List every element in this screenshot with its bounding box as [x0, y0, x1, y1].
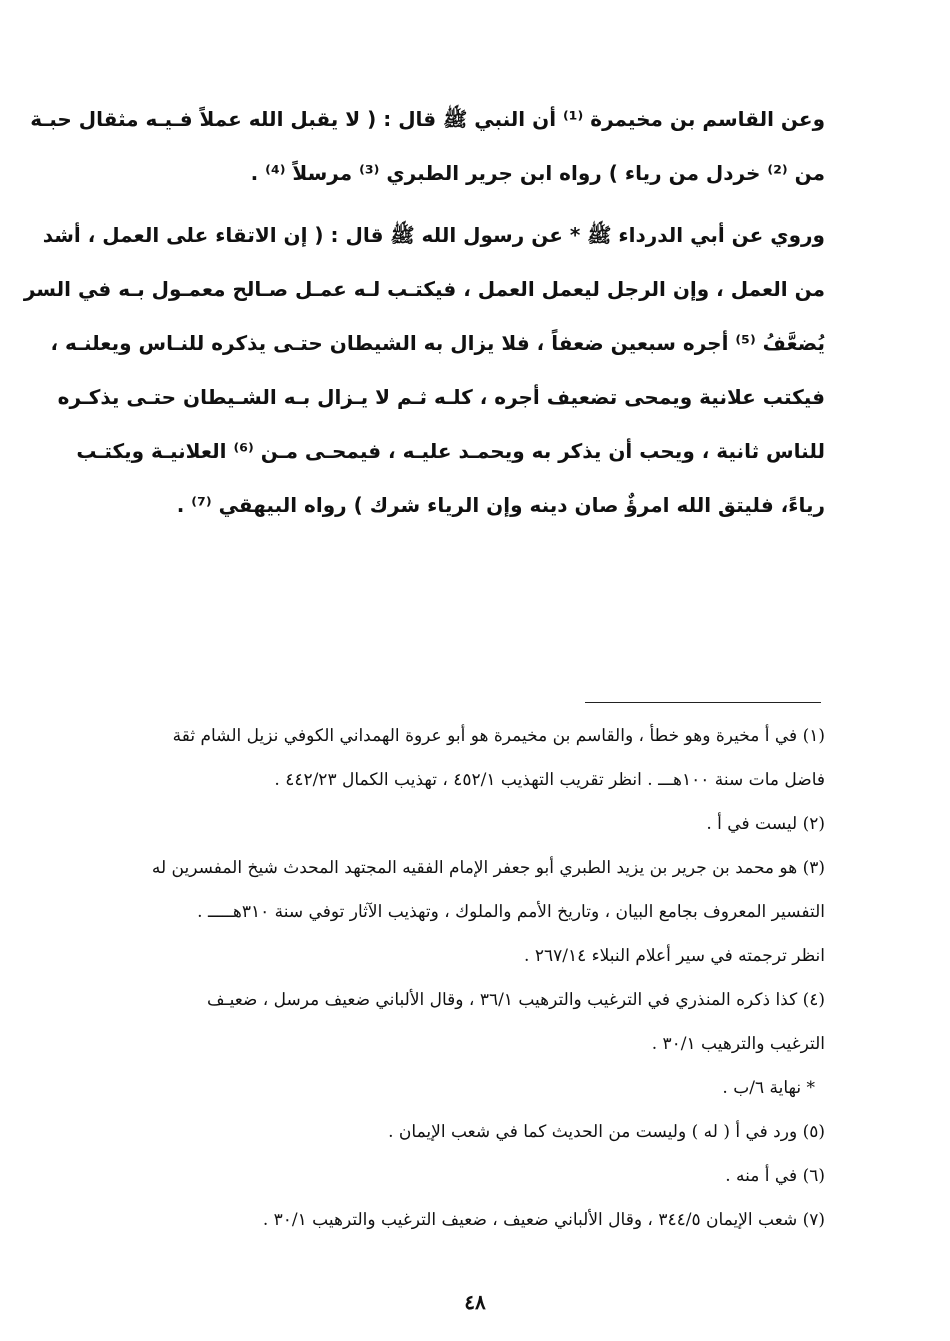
- footnote-star: [105, 1066, 825, 1110]
- footnotes: [105, 714, 825, 1242]
- footnote-line: الترغيب والترهيب ٣٠/١ .: [651, 1034, 825, 1054]
- footnote-line: (٤) كذا ذكره المنذري في الترغيب والترهيب ٣٦/١ ، وقال الألباني ضعيف مرسل ، ضعيـف: [207, 990, 825, 1010]
- text-line: فيكتب علانية ويمحى تضعيف أجره ، كلـه ثـم لا يـزال بـه الشـيطان حتـى يذكـره: [57, 385, 825, 409]
- footnote-line: فاضل مات سنة ١٠٠هـــ . انظر تقريب التهذيب ٤٥٢/١ ، تهذيب الكمال ٤٤٢/٢٣ .: [274, 770, 825, 790]
- text-line: رياءً، فليتق الله امرؤٌ صان دينه وإن الرياء شرك ) رواه البيهقي ⁽⁷⁾ .: [176, 493, 825, 517]
- text-line: يُضعَّفُ ⁽⁵⁾ أجره سبعين ضعفاً ، فلا يزال به الشيطان حتـى يذكره للنـاس ويعلنـه ،: [50, 331, 825, 355]
- text-line: من ⁽²⁾ خردل من رياء ) رواه ابن جرير الطبري ⁽³⁾ مرسلاً ⁽⁴⁾ .: [250, 161, 825, 185]
- main-text: [23, 92, 825, 532]
- footnote-line: (٢) ليست في أ .: [706, 814, 825, 834]
- footnote-3: [105, 846, 825, 978]
- footnote-4: [105, 978, 825, 1066]
- footnote-separator: [585, 702, 821, 703]
- footnote-line: (٣) هو محمد بن جرير بن يزيد الطبري أبو جعفر الإمام الفقيه المجتهد المحدث شيخ المفسرين له: [151, 858, 825, 878]
- footnote-2: [105, 802, 825, 846]
- footnote-line: * نهاية ٦/ب .: [722, 1078, 815, 1098]
- paragraph-1: [30, 92, 825, 200]
- footnote-7: [105, 1198, 825, 1242]
- footnote-line: (٦) في أ منه .: [725, 1166, 825, 1186]
- page-number: ٤٨: [464, 1290, 486, 1314]
- text-line: وروي عن أبي الدرداء ﷺ * عن رسول الله ﷺ قال : ( إن الاتقاء على العمل ، أشد: [42, 223, 825, 247]
- footnote-line: (١) في أ مخيرة وهو خطأ ، والقاسم بن مخيمرة هو أبو عروة الهمداني الكوفي نزيل الشام ثقة: [172, 726, 825, 746]
- paragraph-2: [23, 208, 825, 532]
- footnote-5: [105, 1110, 825, 1154]
- footnote-line: (٥) ورد في أ ( له ) وليست من الحديث كما في شعب الإيمان .: [388, 1122, 825, 1142]
- footnote-6: [105, 1154, 825, 1198]
- footnote-1: [105, 714, 825, 802]
- footnote-line: انظر ترجمته في سير أعلام النبلاء ٢٦٧/١٤ .: [524, 946, 825, 966]
- text-line: من العمل ، وإن الرجل ليعمل العمل ، فيكتـب لـه عمـل صـالح معمـول بـه في السر: [23, 277, 825, 301]
- text-line: وعن القاسم بن مخيمرة ⁽¹⁾ أن النبي ﷺ قال : ( لا يقبل الله عملاً فـيـه مثقال حبـة: [30, 107, 825, 131]
- footnote-line: التفسير المعروف بجامع البيان ، وتاريخ الأمم والملوك ، وتهذيب الآثار توفي سنة ٣١٠هـــــ .: [197, 902, 825, 922]
- text-line: للناس ثانية ، ويحب أن يذكر به ويحمـد عليـه ، فيمحـى مـن ⁽⁶⁾ العلانيـة ويكتـب: [76, 439, 825, 463]
- footnote-line: (٧) شعب الإيمان ٣٤٤/٥ ، وقال الألباني ضعيف ، ضعيف الترغيب والترهيب ٣٠/١ .: [262, 1210, 825, 1230]
